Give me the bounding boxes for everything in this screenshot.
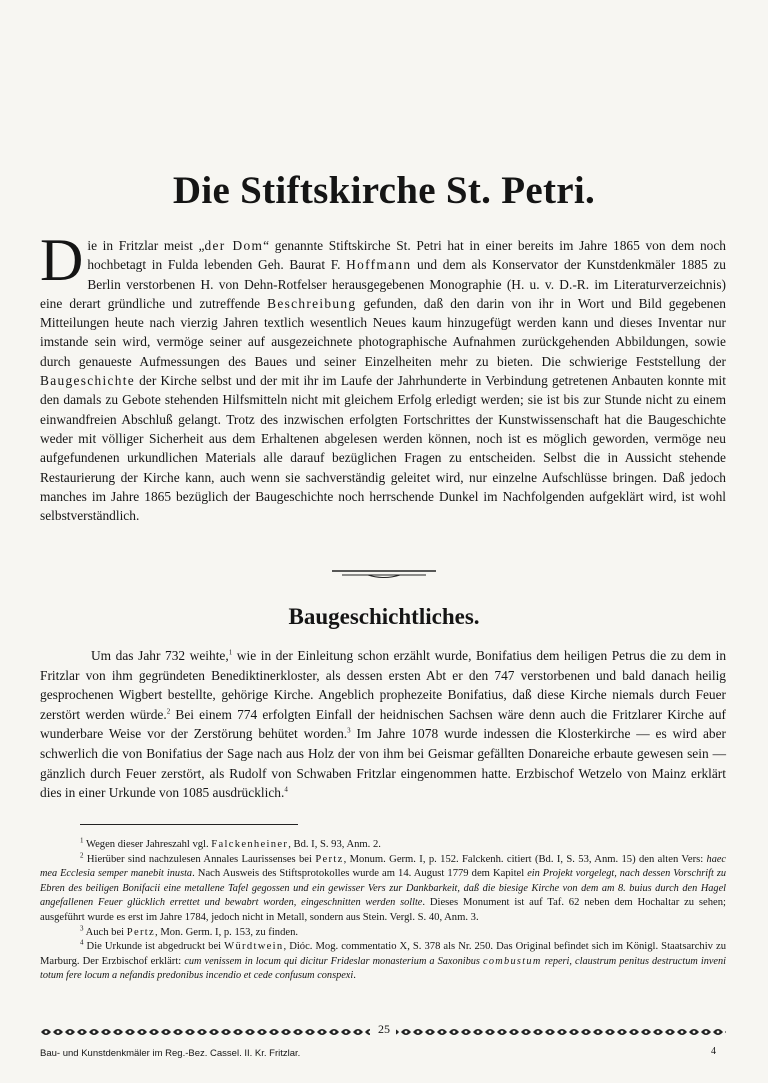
text-run: gefunden, daß den darin von ihr in Wort und Bild gegebenen Mitteilungen heute nach vierzig Jahren textlich wesentlich Neues kaum hinzugefügt werden kann und dieses Inventar nur imstande sein wird, vermöge seiner auf ausgezeichnete photographische Aufnahmen zurückgehenden Abbildungen, sowie durch genaueste Aufmessungen des Baues und seiner Einzelheiten mehr zu bieten. Die schwierige Feststellung der <box>40 295 727 369</box>
text-run: Beschreibung <box>267 295 357 311</box>
text-run: cum venissem in locum qui dicitur Frideslar monasterium a Saxonibus <box>184 955 483 967</box>
text-run: wie in der Einleitung schon erzählt wurde, Bonifatius dem heiligen Petrus die zu dem in Fritzlar von ihm gegründeten Benediktinerkloster, als dessen ersten Abt er den 747 verstorbenen und bald danach heilig gesprochenen Wigbert bestellte, gehörige Kirche. Angeblich prophezeite Bonifatius, daß diese Kirche niemals durch Feuer zerstört werden würde. <box>40 648 727 722</box>
footnote-marker: 3 <box>80 924 84 933</box>
text-run: , Dióc. Mog. commentatio X, S. 378 als Nr. 250. Das Original befindet sich im Königl. Staatsarchiv zu Marburg. Der Erzbischof erklärt: <box>40 941 726 967</box>
text-run: , Mon. Germ. I, p. 153, zu finden. <box>155 926 299 938</box>
footnotes <box>40 838 726 984</box>
footnote <box>40 838 726 853</box>
text-run: haec mea Ecclesia semper manebit inusta <box>40 853 726 880</box>
footnote-marker: 3 <box>347 726 351 735</box>
drop-cap: D <box>40 227 84 293</box>
footnote-marker: 4 <box>80 938 84 947</box>
text-run: und dem als Konservator der Kunstdenkmäler 1885 zu Berlin verstorbenen H. von Dehn-Rotfelser herausgegebenen Monographie (H. u. v. D.-R. im Literaturverzeichnis) eine derart gründliche und zutreffende <box>40 257 726 311</box>
text-run: der Dom <box>204 238 264 253</box>
text-run: Wegen dieser Jahreszahl vgl. <box>83 839 212 850</box>
text-run: der Kirche selbst und der mit ihr im Laufe der Jahrhunderte in Verbindung getretenen Anbauten konnte mit den damals zu Gebote stehenden Hilfsmitteln nicht mit gleichem Erfolg erledigt werden; sie ist bis zur Stunde nicht zu einem einwandfreien Abschluß gelangt. Trotz des inzwischen erfolgten Fortschrittes der Kunstwissenschaft hat die Baugeschichte weder mit völliger Sicherheit aus dem Erhaltenen abgelesen werden können, noch ist es möglich geworden, vermöge neu aufgefundenen urkundlichen Materials alle darauf bezüglichen Fragen zu entscheiden. Selbst die in Aussicht stehende Restaurierung der Kirche kann, auch wenn sie sachverständig geleitet wird, nur einzelne Aufschlüsse bringen. Daß jedoch manches im Jahre 1865 bezüglich der Baugeschichte noch herrschende Dunkel im Nachfolgenden aufgeklärt wird, ist wohl selbstverständlich. <box>40 373 726 524</box>
text-run: ein Projekt vorgelegt, nach dessen Vorschrift zu Ebren des beiligen Bonifacii eine metallene Tafel gegossen und ein gewisser Vers zur Dankbarkeit, daß die biesige Kirche von dem am 8. buius durch den Hagel angefallenen Feuer glücklich errettet und bewabrt worden, eingeschnitten werden sollte <box>40 868 727 909</box>
intro-paragraph <box>40 227 727 525</box>
page-number: 25 <box>40 1022 728 1037</box>
text-run: Die Urkunde ist abgedruckt bei <box>83 941 225 953</box>
text-run: combustum <box>482 955 542 967</box>
text-run: Um das Jahr 732 weihte, <box>91 648 229 663</box>
footnote-marker: 2 <box>166 707 171 716</box>
footnote-marker: 4 <box>284 785 288 794</box>
text-run: Baugeschichte <box>40 373 135 389</box>
text-run: ie in Fritzlar meist „ <box>87 238 205 253</box>
text-run: Hierüber sind nachzulesen Annales Laurissenses bei <box>83 853 316 865</box>
page-title: Die Stiftskirche St. Petri. <box>172 169 596 212</box>
intro-text <box>40 227 727 524</box>
text-run: . Dieses Monument ist auf Taf. 62 neben dem Hochaltar zu sehen; ausgeführt wurde es erst im Jahre 1784, jedoch nicht in Metall, sondern aus Stein. Vergl. S. 40, Anm. 3. <box>40 897 726 923</box>
footnote <box>40 926 726 941</box>
footnote-marker: 1 <box>80 836 84 845</box>
footnote <box>40 940 726 984</box>
text-run: reperi, claustrum penitus destructum inveni totum fere locum a nefandis predonibus incendio et cede confusum conspexi <box>40 955 726 982</box>
footnote-marker: 2 <box>80 851 84 860</box>
text-run: Falckenheiner <box>211 839 289 850</box>
text-run: “ genannte Stiftskirche St. Petri hat in einer bereits im Jahre 1865 von dem noch hochbetagt in Fulda lebenden Geh. Baurat F. <box>87 238 726 273</box>
text-run: , Monum. Germ. I, p. 152. Falckenh. citiert (Bd. I, S. 53, Anm. 15) den alten Vers: <box>343 853 707 865</box>
running-footer: Bau- und Kunstdenkmäler im Reg.-Bez. Cassel. II. Kr. Fritzlar. <box>40 1048 301 1059</box>
text-run: Würdtwein <box>224 941 284 953</box>
body-paragraph <box>40 646 726 803</box>
text-run: Auch bei <box>83 926 127 938</box>
text-run: , Bd. I, S. 93, Anm. 2. <box>288 839 381 850</box>
footnote-rule <box>80 824 298 825</box>
text-run: Bei einem 774 erfolgten Einfall der heidnischen Sachsen wäre denn auch die Fritzlarer Kirche auf wunderbare Weise vor der Zerstörung behütet worden. <box>40 706 726 742</box>
text-run: Im Jahre 1078 wurde indessen die Klosterkirche — es wird aber schwerlich die von Bonifatius der Sage nach aus Holz der von ihm bei Geismar gefällten Donareiche erbaute gewesen sein — gänzlich durch Feuer zerstört, als Rudolf von Schwaben Fritzlar eingenommen hatte. Erzbischof Wetzelo von Mainz erklärt dies in einer Urkunde von 1085 ausdrücklich. <box>40 726 726 801</box>
signature-mark: 4 <box>711 1046 716 1057</box>
text-run: . <box>353 970 356 982</box>
footnote-marker: 1 <box>228 648 233 657</box>
text-run: Pertz <box>126 926 156 938</box>
text-run: Hoffmann <box>346 257 412 273</box>
text-run: Pertz <box>315 853 344 865</box>
section-divider-ornament <box>328 566 440 580</box>
text-run: . Nach Ausweis des Stiftsprotokolles wurde am 14. August 1779 dem Kapitel <box>192 868 528 880</box>
section-heading: Baugeschichtliches. <box>288 604 480 629</box>
footnote <box>40 853 726 926</box>
document-page <box>40 0 728 1083</box>
